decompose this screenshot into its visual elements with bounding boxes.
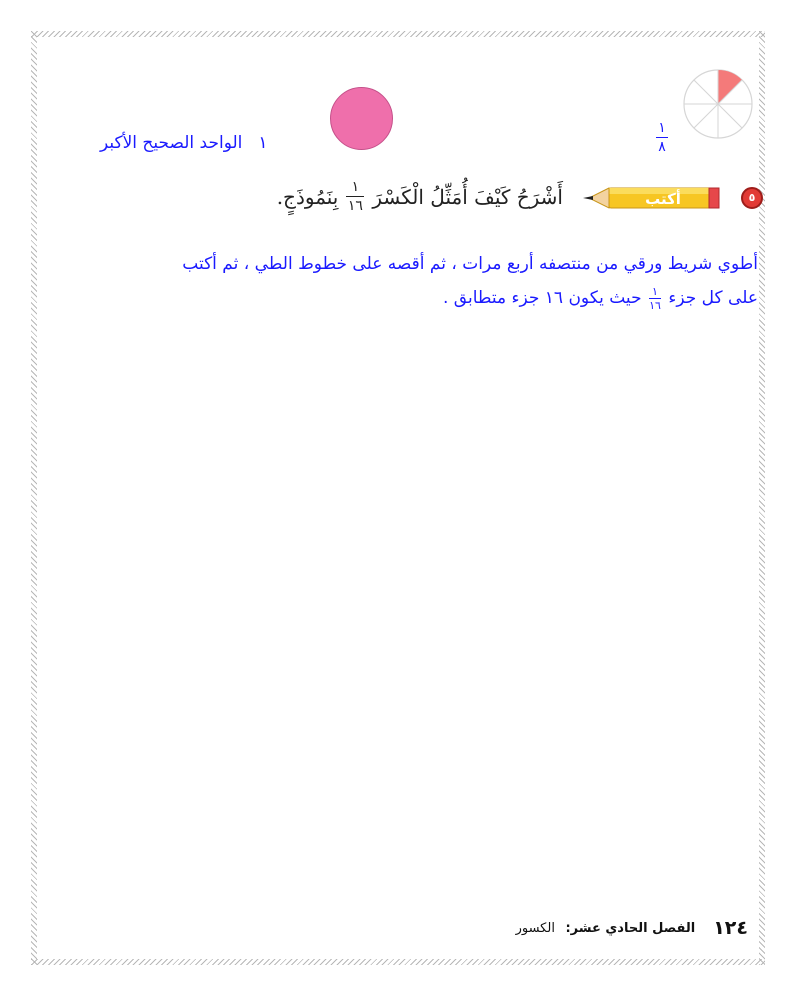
pencil-write-icon [579,184,729,212]
answer-text: الواحد الصحيح الأكبر [100,133,243,153]
answer-paragraph [70,247,758,315]
answer-line-2-start: على كل جزء [668,288,758,308]
fraction-bar [656,137,668,138]
page-number: ١٢٤ [713,917,748,939]
page-border [31,31,765,965]
chapter-name: الفصل الحادي عشر: [565,920,696,936]
fraction-numerator: ١ [658,120,666,136]
question-fraction-denominator: ١٦ [347,198,363,214]
answer-line-2 [70,281,758,315]
question-number-badge: ٥ [741,187,763,209]
question-fraction [346,180,364,213]
answer-fraction-numerator: ١ [652,284,658,298]
chapter-topic: الكسور [515,920,555,936]
chapter-title [516,921,696,936]
write-label: أكتب [645,190,681,208]
page-footer [516,917,748,939]
answer-number: ١ [258,133,268,153]
question-fraction-numerator: ١ [351,179,360,195]
answer-fraction [649,286,661,311]
question-row [225,180,765,226]
answer-line-1: أطوي شريط ورقي من منتصفه أربع مرات ، ثم أقصه على خطوط الطي ، ثم أكتب [182,254,758,274]
question-text-start: أَشْرَحُ كَيْفَ أُمَثِّلُ الْكَسْرَ [372,184,563,209]
answer-fraction-denominator: ١٦ [649,298,661,312]
question-fraction-bar [346,196,364,197]
border-right [759,31,765,965]
border-left [31,31,37,965]
question-text-end: بِنَمُوذَجٍ. [276,184,339,209]
fraction-pie-eighths [682,68,754,140]
border-bottom [31,959,765,965]
pink-circle-whole [330,87,393,150]
border-top [31,31,765,37]
fraction-one-eighth [656,121,668,154]
answer-line-2-end: حيث يكون ١٦ جزء متطابق . [443,288,642,308]
fraction-denominator: ٨ [658,139,666,155]
answer-whole-larger [100,133,268,153]
question-text [277,180,563,213]
